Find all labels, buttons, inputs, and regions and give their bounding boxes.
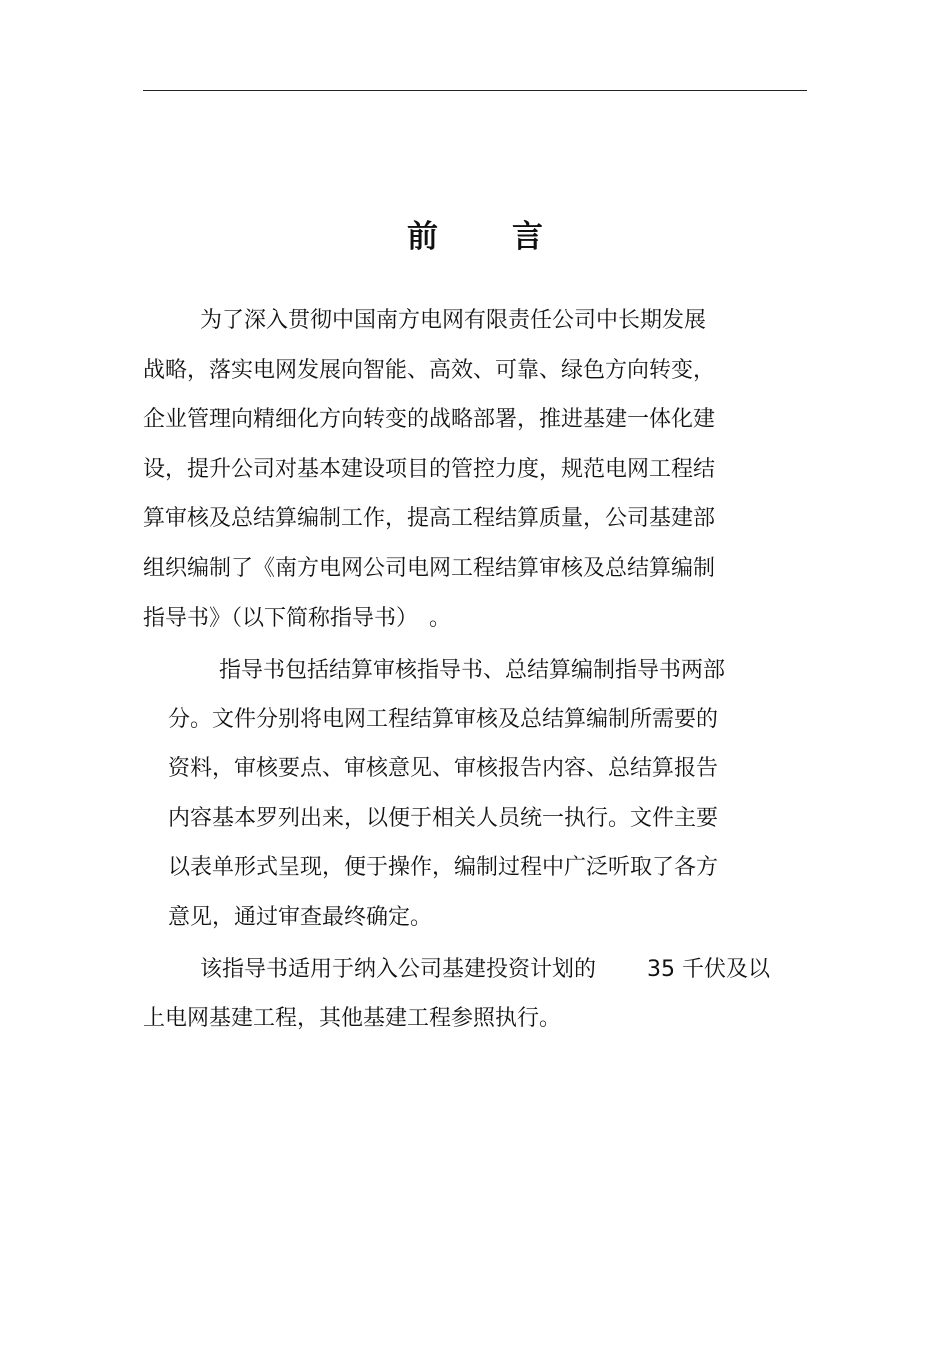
paragraph-2-line: 以表单形式呈现，便于操作，编制过程中广泛听取了各方 xyxy=(168,855,719,880)
page-title xyxy=(0,217,950,257)
paragraph-1-line: 设，提升公司对基本建设项目的管控力度，规范电网工程结 xyxy=(143,457,716,482)
paragraph-2-line: 资料，审核要点、审核意见、审核报告内容、总结算报告 xyxy=(168,756,719,781)
paragraph-2-line: 指导书包括结算审核指导书、总结算编制指导书两部 xyxy=(219,658,726,683)
paragraph-1-line: 指导书》（以下简称指导书） 。 xyxy=(143,606,452,631)
title-char-2: 言 xyxy=(512,218,543,255)
paragraph-2-line: 意见，通过审查最终确定。 xyxy=(168,905,433,930)
paragraph-1-line: 算审核及总结算编制工作，提高工程结算质量，公司基建部 xyxy=(143,506,716,531)
title-char-1: 前 xyxy=(407,218,438,255)
paragraph-1-line: 企业管理向精细化方向转变的战略部署，推进基建一体化建 xyxy=(143,407,716,432)
header-rule xyxy=(143,90,807,91)
paragraph-3-line: 上电网基建工程，其他基建工程参照执行。 xyxy=(143,1006,562,1031)
paragraph-3-line: 该指导书适用于纳入公司基建投资计划的 35 千伏及以 xyxy=(200,957,770,982)
paragraph-1-line: 为了深入贯彻中国南方电网有限责任公司中长期发展 xyxy=(200,308,707,333)
paragraph-1-line: 战略，落实电网发展向智能、高效、可靠、绿色方向转变， xyxy=(143,358,716,383)
paragraph-2-line: 内容基本罗列出来，以便于相关人员统一执行。文件主要 xyxy=(168,806,719,831)
paragraph-1-line: 组织编制了《南方电网公司电网工程结算审核及总结算编制 xyxy=(143,556,716,581)
paragraph-2-line: 分。文件分别将电网工程结算审核及总结算编制所需要的 xyxy=(168,707,719,732)
